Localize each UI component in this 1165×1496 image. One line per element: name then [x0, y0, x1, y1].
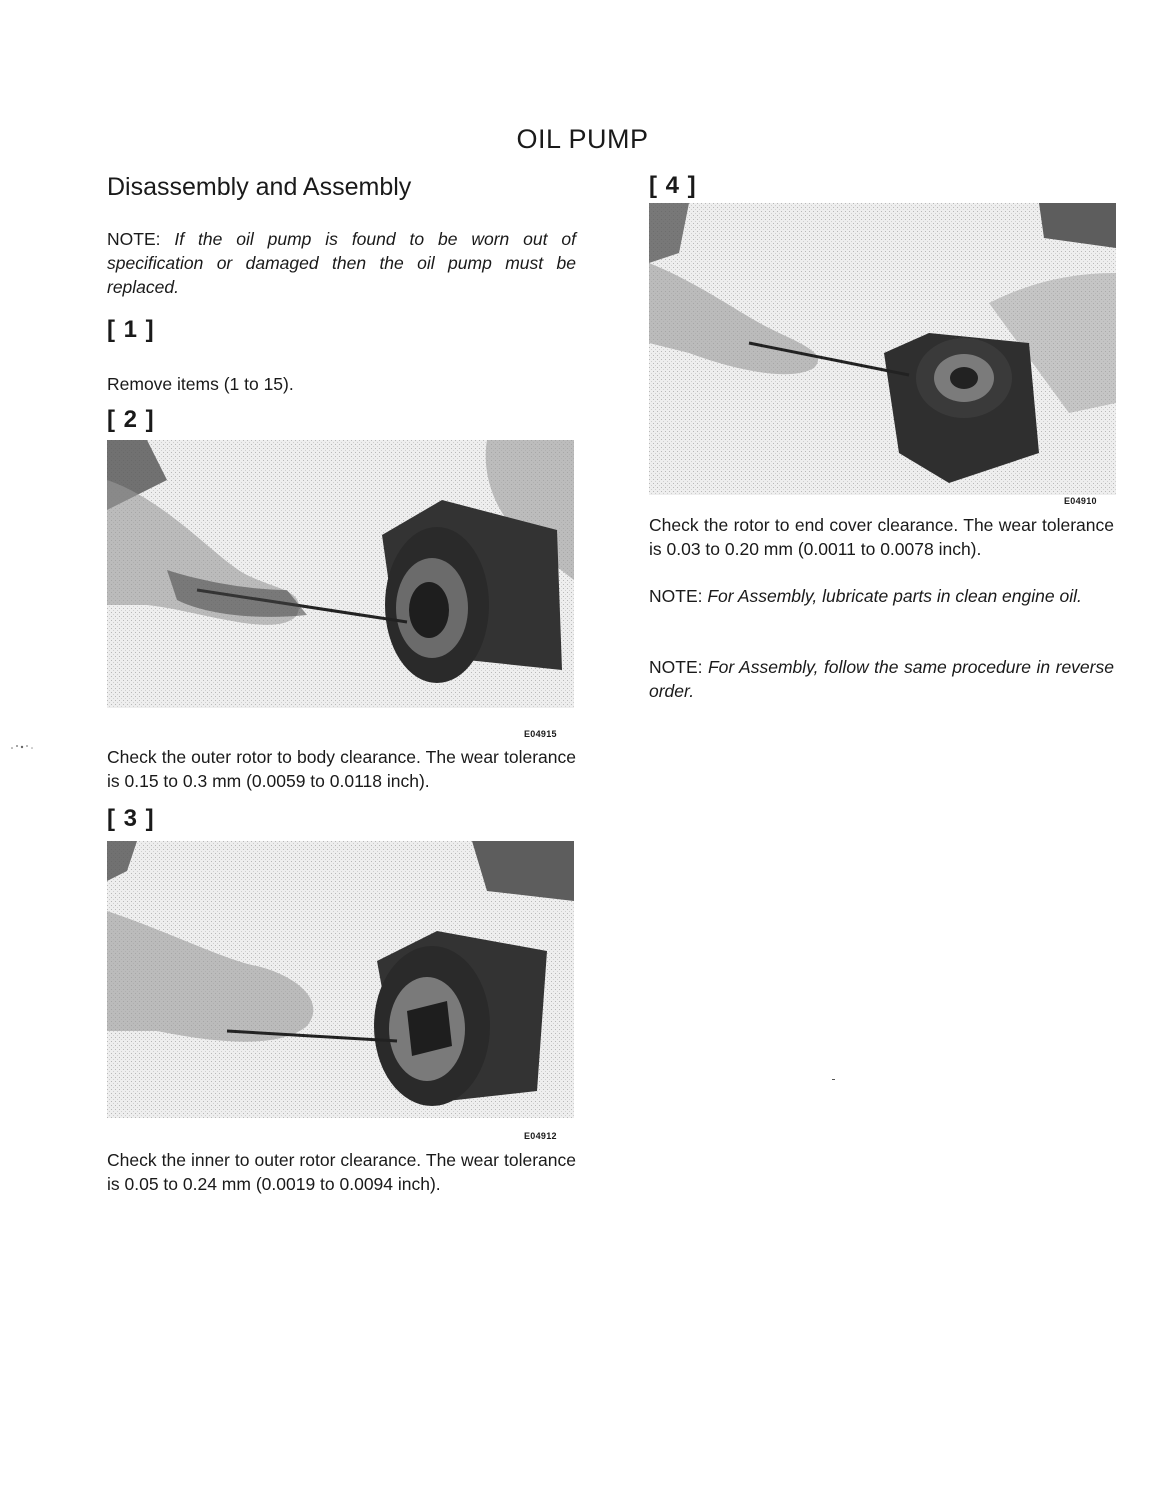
scan-dot	[832, 1079, 835, 1080]
feeler-gauge-inner-rotor-photo-icon	[107, 841, 574, 1118]
note-label: NOTE:	[649, 657, 703, 677]
section-heading: Disassembly and Assembly	[107, 173, 412, 201]
scan-speck	[8, 742, 36, 752]
note-label: NOTE:	[107, 229, 161, 249]
step-1-text: Remove items (1 to 15).	[107, 374, 294, 394]
step-3-text: Check the inner to outer rotor clearance. The wear tolerance is 0.05 to 0.24 mm (0.0019 to 0.0094 inch).	[107, 1150, 576, 1194]
page-title: OIL PUMP	[516, 124, 649, 154]
step-2-label: [ 2 ]	[107, 406, 155, 433]
step-3-label: [ 3 ]	[107, 805, 155, 832]
assembly-note-reverse	[649, 655, 1114, 703]
step-4-label: [ 4 ]	[649, 172, 697, 199]
image-code: E04915	[524, 729, 557, 739]
photo-inner-rotor	[107, 841, 574, 1118]
note-text: For Assembly, lubricate parts in clean engine oil.	[707, 586, 1082, 606]
image-code: E04912	[524, 1131, 557, 1141]
feeler-gauge-end-cover-photo-icon	[649, 203, 1116, 495]
step-1-label: [ 1 ]	[107, 316, 155, 343]
intro-note	[107, 227, 576, 299]
image-code: E04910	[1064, 496, 1097, 506]
note-label: NOTE:	[649, 586, 703, 606]
photo-end-cover	[649, 203, 1116, 495]
step-4-text: Check the rotor to end cover clearance. The wear tolerance is 0.03 to 0.20 mm (0.0011 to 0.0078 inch).	[649, 515, 1114, 559]
note-text: For Assembly, follow the same procedure in reverse order.	[649, 657, 1114, 701]
step-2-text: Check the outer rotor to body clearance. The wear tolerance is 0.15 to 0.3 mm (0.0059 to 0.0118 inch).	[107, 747, 576, 791]
assembly-note-lubricate	[649, 584, 1114, 608]
note-text: If the oil pump is found to be worn out of specification or damaged then the oil pump must be replaced.	[107, 229, 576, 297]
feeler-gauge-outer-rotor-photo-icon	[107, 440, 574, 708]
photo-outer-rotor	[107, 440, 574, 708]
